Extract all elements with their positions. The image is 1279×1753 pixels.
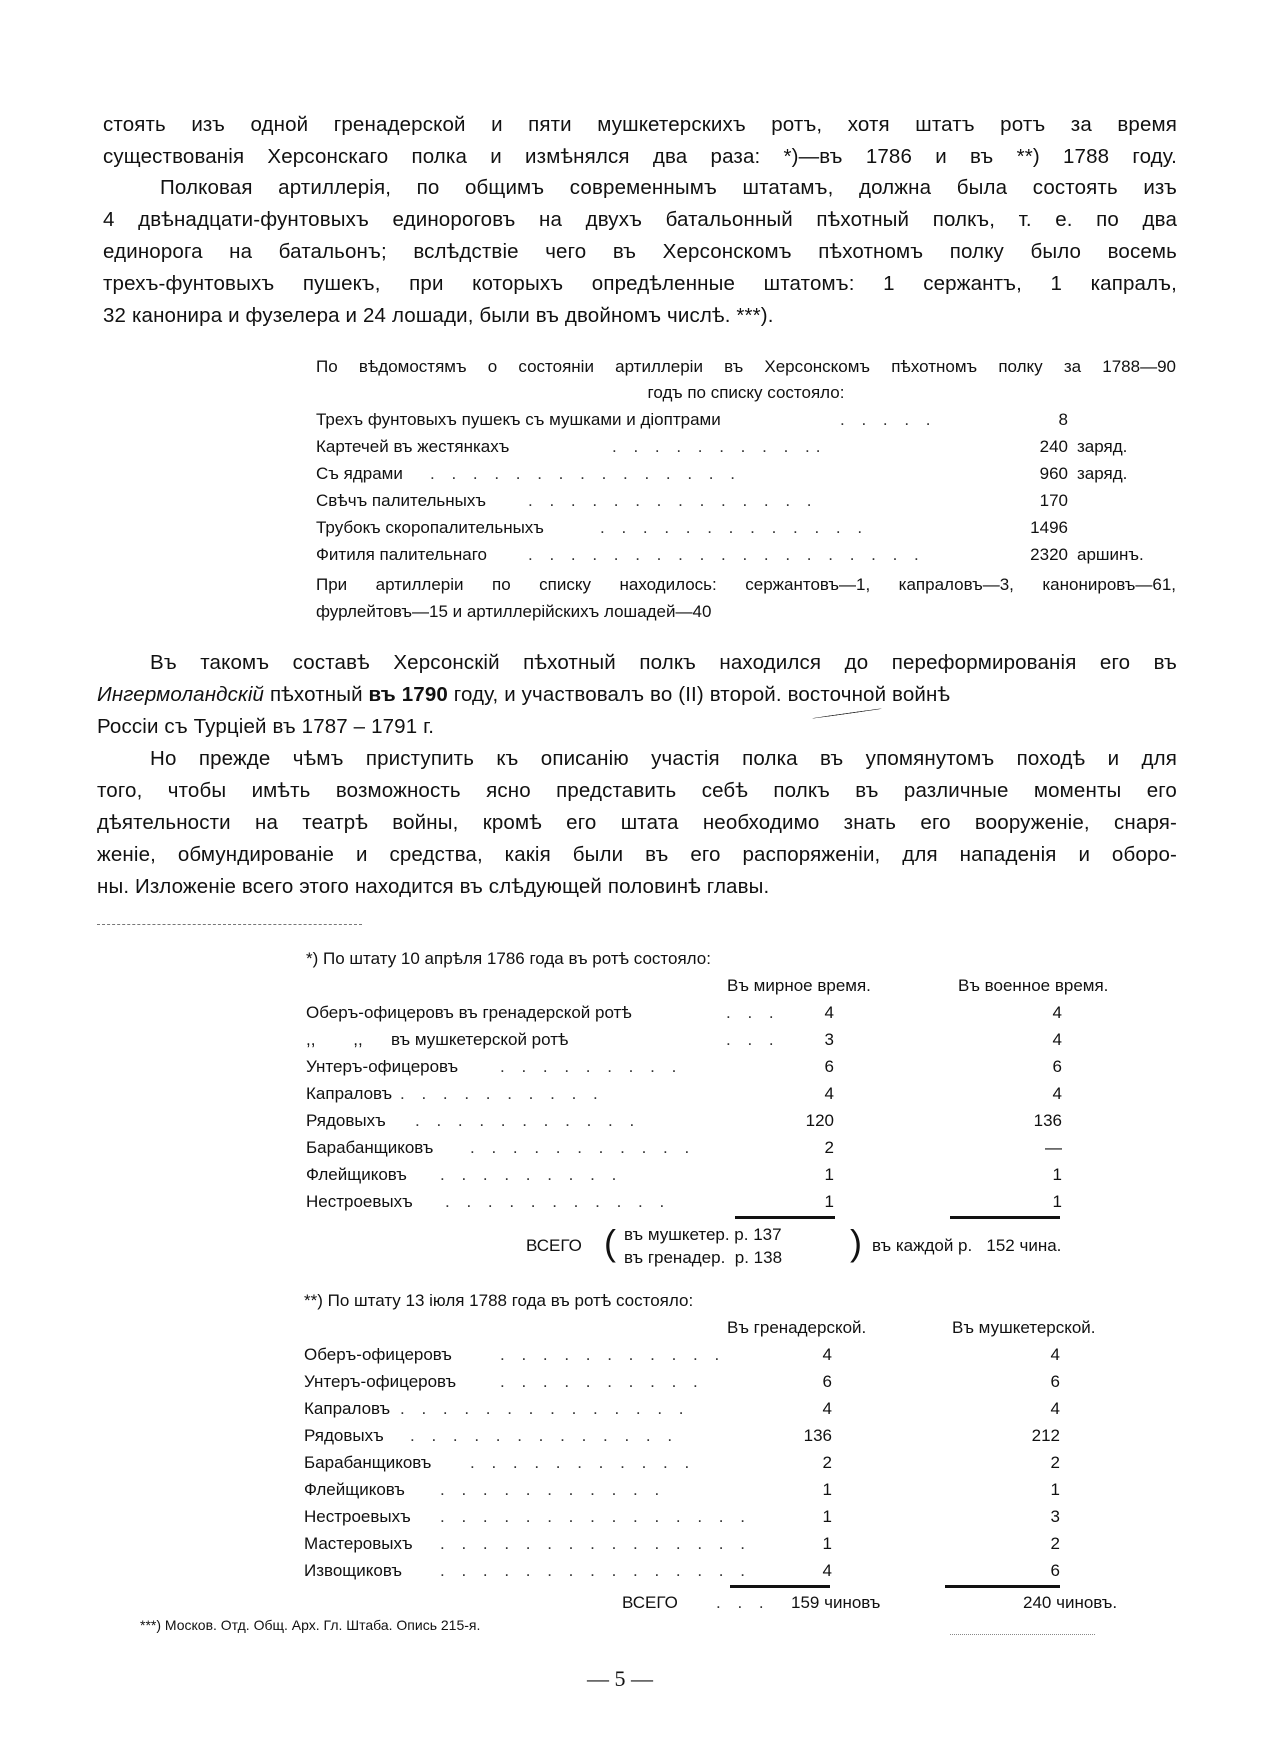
table-cell-grenadier: 136	[803, 1426, 832, 1445]
report-row-value: 240	[1039, 437, 1068, 456]
report-note: При артиллерiи по списку находилось: сержантовъ—1, капраловъ—3, канонировъ—61,	[316, 575, 1176, 594]
report-heading: По вѣдомостямъ о состоянiи артиллерiи въ Херсонскомъ пѣхотномъ полку за 1788—90	[316, 357, 1176, 376]
table-cell-war: 136	[1033, 1111, 1062, 1130]
table-row-label: ,, ,, въ мушкетерской ротѣ	[306, 1030, 569, 1049]
leader-dots: . . .	[726, 1030, 780, 1049]
text-line: 4 двѣнадцати-фунтовыхъ единороговъ на двухъ батальонный пѣхотный полкъ, т. е. по два	[103, 208, 1177, 231]
table-cell-war: 4	[1052, 1084, 1062, 1103]
text-line: трехъ-фунтовыхъ пушекъ, при которыхъ опредѣленные штатомъ: 1 сержантъ, 1 капралъ,	[103, 272, 1177, 295]
close-brace: )	[850, 1222, 862, 1263]
table-cell-grenadier: 1	[822, 1507, 832, 1526]
text-line: женiе, обмундированiе и средства, какiя были въ его распоряженiи, для нападенiя и оборо-	[97, 843, 1177, 866]
text-line: дѣятельности на театрѣ войны, кромѣ его штата необходимо знать его вооруженiе, снаря-	[97, 811, 1177, 834]
table-row-label: Унтеръ-офицеровъ	[304, 1372, 457, 1391]
table-row-label: Капраловъ	[304, 1399, 391, 1418]
table-cell-war: 4	[1052, 1003, 1062, 1022]
total-musketeer: 240 чиновъ.	[1023, 1593, 1118, 1612]
leader-dots: . . . . . . . . . . . . . . .	[430, 464, 741, 483]
table-cell-peace: 1	[824, 1192, 834, 1211]
table-cell-grenadier: 2	[822, 1453, 832, 1472]
report-row-value: 170	[1039, 491, 1068, 510]
text-line: стоять изъ одной гренадерской и пяти мушкетерскихъ ротъ, хотя штатъ ротъ за время	[103, 113, 1177, 136]
year-bold: въ 1790	[368, 683, 448, 706]
leader-dots: . . . . . . . . . . . . . . .	[440, 1534, 751, 1553]
report-row-label: Съ ядрами	[316, 464, 403, 483]
table-cell-musketeer: 6	[1050, 1372, 1060, 1391]
table-cell-peace: 120	[805, 1111, 834, 1130]
table-cell-grenadier: 4	[822, 1345, 832, 1364]
report-row-value: 2320	[1030, 545, 1068, 564]
total-grenadier: 159 чиновъ	[791, 1593, 881, 1612]
dotted-mark	[950, 1634, 1095, 1635]
leader-dots: . . . . . . . . .	[440, 1165, 623, 1184]
table-cell-grenadier: 4	[822, 1561, 832, 1580]
table-row-label: Флейщиковъ	[304, 1480, 405, 1499]
table-cell-grenadier: 1	[822, 1534, 832, 1553]
sum-rule	[730, 1585, 830, 1588]
report-row-label: Фитиля палительнаго	[316, 545, 488, 564]
table-cell-peace: 6	[824, 1057, 834, 1076]
table-cell-musketeer: 212	[1031, 1426, 1060, 1445]
report-row-label: Трубокъ скоропалительныхъ	[316, 518, 544, 537]
sum-rule	[735, 1216, 835, 1219]
leader-dots: . . . . . . . . . . . . .	[600, 518, 869, 537]
table-cell-war: 1	[1052, 1192, 1062, 1211]
text-line: единорога на батальонъ; вслѣдствiе чего въ Херсонскомъ пѣхотномъ полку было восемь	[103, 240, 1177, 263]
table-cell-war: 1	[1052, 1165, 1062, 1184]
table-row-label: Капраловъ	[306, 1084, 393, 1103]
table-cell-peace: 2	[824, 1138, 834, 1157]
text-span: году, и участвовалъ во (II) второй. восточной войнѣ	[447, 683, 951, 706]
leader-dots: . . .	[726, 1003, 780, 1022]
table-cell-peace: 3	[824, 1030, 834, 1049]
total-grenadier: въ гренадер. р. 138	[624, 1248, 783, 1267]
leader-dots: . . . . . . . . . .	[500, 1372, 704, 1391]
leader-dots: . . . . . . . . . . .	[415, 1111, 641, 1130]
text-line: того, чтобы имѣть возможность ясно представить себѣ полкъ въ различные моменты его	[97, 779, 1177, 802]
open-brace: (	[604, 1222, 616, 1263]
report-row-label: Трехъ фунтовыхъ пушекъ съ мушками и дiоптрами	[316, 410, 721, 429]
table-row-label: Оберъ-офицеровъ	[304, 1345, 452, 1364]
table-cell-grenadier: 4	[822, 1399, 832, 1418]
text-line: Но прежде чѣмъ приступить къ описанiю участiя полка въ упомянутомъ походѣ и для	[150, 747, 1177, 770]
report-row-unit: аршинъ.	[1077, 545, 1144, 564]
text-line: ны. Изложенiе всего этого находится въ слѣдующей половинѣ главы.	[97, 875, 770, 898]
table-row-label: Нестроевыхъ	[306, 1192, 413, 1211]
sum-rule	[950, 1216, 1060, 1219]
table-cell-peace: 4	[824, 1084, 834, 1103]
report-row-unit: заряд.	[1077, 437, 1128, 456]
table-cell-musketeer: 1	[1050, 1480, 1060, 1499]
text-line: Россiи съ Турцiей въ 1787 – 1791 г.	[97, 715, 435, 738]
column-header-musketeer: Въ мушкетерской.	[952, 1318, 1096, 1337]
leader-dots: . . . . . . . . . . .	[470, 1138, 696, 1157]
leader-dots: . . . . . . . . . ..	[612, 437, 827, 456]
table-row-label: Флейщиковъ	[306, 1165, 407, 1184]
total-war: въ каждой р. 152 чина.	[872, 1236, 1062, 1255]
table-row-label: Мастеровыхъ	[304, 1534, 413, 1553]
source-footnote: ***) Москов. Отд. Общ. Арх. Гл. Штаба. Опись 215-я.	[140, 1617, 481, 1633]
report-row-value: 1496	[1030, 518, 1068, 537]
total-musketeer: въ мушкетер. р. 137	[624, 1225, 782, 1244]
report-row-label: Свѣчъ палительныхъ	[316, 491, 486, 510]
report-row-label: Картечей въ жестянкахъ	[316, 437, 510, 456]
table-row-label: Барабанщиковъ	[304, 1453, 432, 1472]
table-row-label: Рядовыхъ	[306, 1111, 386, 1130]
leader-dots: . . . . . . . . . . .	[445, 1192, 671, 1211]
report-row-value: 960	[1039, 464, 1068, 483]
table-row-label: Нестроевыхъ	[304, 1507, 411, 1526]
page-number: — 5 —	[587, 1666, 653, 1691]
leader-dots: . . . . . . . . . . .	[470, 1453, 696, 1472]
table-cell-grenadier: 1	[822, 1480, 832, 1499]
column-header-war: Въ военное время.	[958, 976, 1109, 995]
table-cell-musketeer: 4	[1050, 1345, 1060, 1364]
leader-dots: . . . . . . . . . . . . . .	[528, 491, 818, 510]
table-row-label: Барабанщиковъ	[306, 1138, 434, 1157]
report-heading-2: годъ по списку состояло:	[647, 383, 845, 402]
table-cell-musketeer: 2	[1050, 1534, 1060, 1553]
text-span: пѣхотный	[264, 683, 369, 706]
report-row-unit: заряд.	[1077, 464, 1128, 483]
leader-dots: . . . . . . . . . . .	[500, 1345, 726, 1364]
total-label: ВСЕГО	[526, 1236, 582, 1255]
table-row-label: Оберъ-офицеровъ въ гренадерской ротѣ	[306, 1003, 632, 1022]
leader-dots: . . . . . . . . . . . . .	[410, 1426, 679, 1445]
table-cell-peace: 4	[824, 1003, 834, 1022]
leader-dots: . . . . . . . . . . . . . . . . . . .	[528, 545, 925, 564]
leader-dots: . . . . .	[840, 410, 937, 429]
table-cell-war: 6	[1052, 1057, 1062, 1076]
report-note-2: фурлейтовъ—15 и артиллерiйскихъ лошадей—40	[316, 602, 712, 621]
text-line: 32 канонира и фузелера и 24 лошади, были въ двойномъ числѣ. ***).	[103, 304, 774, 327]
text-line: существованiя Херсонскаго полка и измѣнялся два раза: *)—въ 1786 и въ **) 1788 году.	[103, 145, 1177, 168]
table-cell-war: 4	[1052, 1030, 1062, 1049]
leader-dots: . . . . . . . . . . . . . .	[400, 1399, 690, 1418]
text-line: Полковая артиллерiя, по общимъ современнымъ штатамъ, должна была состоять изъ	[160, 176, 1177, 199]
leader-dots: . . .	[716, 1593, 770, 1612]
table-row-label: Унтеръ-офицеровъ	[306, 1057, 459, 1076]
column-header-peace: Въ мирное время.	[727, 976, 871, 995]
table-cell-grenadier: 6	[822, 1372, 832, 1391]
total-label: ВСЕГО	[622, 1593, 678, 1612]
report-row-value: 8	[1058, 410, 1068, 429]
leader-dots: . . . . . . . . .	[500, 1057, 683, 1076]
footnote-title: *) По штату 10 апрѣля 1786 года въ ротѣ состояло:	[306, 949, 711, 968]
table-cell-war: —	[1045, 1138, 1062, 1157]
section-divider	[97, 924, 362, 925]
table-cell-musketeer: 2	[1050, 1453, 1060, 1472]
table-cell-musketeer: 4	[1050, 1399, 1060, 1418]
footnote-title: **) По штату 13 iюля 1788 года въ ротѣ состояло:	[304, 1291, 694, 1310]
leader-dots: . . . . . . . . . .	[400, 1084, 604, 1103]
leader-dots: . . . . . . . . . . .	[440, 1480, 666, 1499]
leader-dots: . . . . . . . . . . . . . . .	[440, 1507, 751, 1526]
table-cell-musketeer: 3	[1050, 1507, 1060, 1526]
table-cell-peace: 1	[824, 1165, 834, 1184]
leader-dots: . . . . . . . . . . . . . . .	[440, 1561, 751, 1580]
sum-rule	[945, 1585, 1060, 1588]
text-line	[97, 683, 1177, 707]
column-header-grenadier: Въ гренадерской.	[727, 1318, 867, 1337]
regiment-name: Ингермоландскiй	[97, 683, 265, 706]
table-row-label: Рядовыхъ	[304, 1426, 384, 1445]
handwritten-underline	[812, 708, 881, 719]
text-line: Въ такомъ составѣ Херсонскiй пѣхотный полкъ находился до переформированiя его въ	[150, 651, 1177, 674]
table-cell-musketeer: 6	[1050, 1561, 1060, 1580]
table-row-label: Извощиковъ	[304, 1561, 402, 1580]
